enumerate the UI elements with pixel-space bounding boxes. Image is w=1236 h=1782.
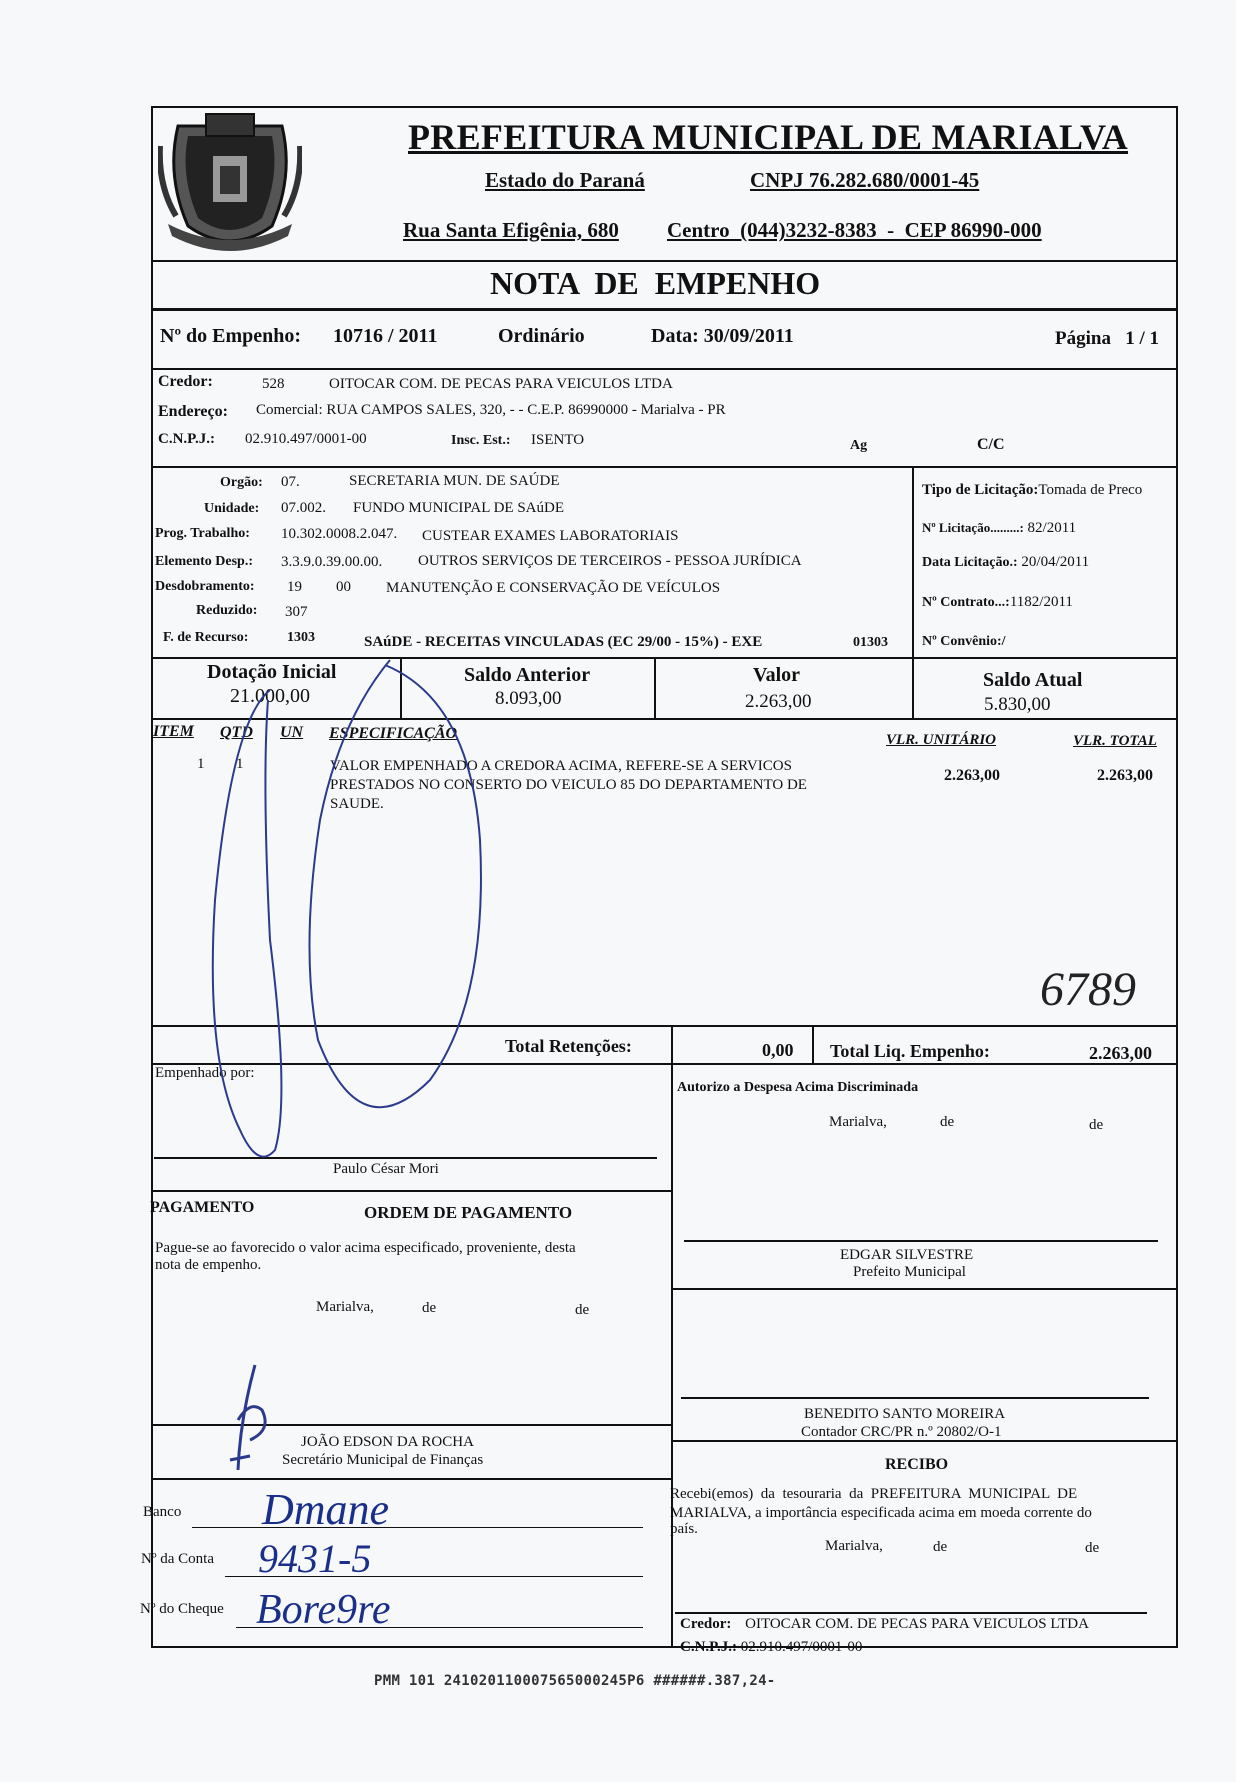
pagamento-text2: nota de empenho.: [155, 1257, 262, 1273]
unidade-code: 07.002.: [281, 500, 326, 516]
empenhado-name: Paulo César Mori: [333, 1161, 439, 1177]
col-espec: ESPECIFICAÇÃO: [329, 725, 458, 742]
recibo-title: RECIBO: [885, 1456, 949, 1473]
contador-role: Contador CRC/PR n.º 20802/O-1: [801, 1424, 1002, 1440]
recibo-de1: de: [933, 1539, 948, 1555]
licitacao-tipo-label: Tipo de Licitação:: [922, 482, 1039, 498]
divider: [400, 657, 402, 719]
prog-label: Prog. Trabalho:: [155, 526, 250, 541]
recibo-cnpj-label: C.N.P.J.:: [680, 1639, 737, 1655]
elemento-name: OUTROS SERVIÇOS DE TERCEIROS - PESSOA JURÍDICA: [418, 553, 802, 569]
retencoes-label: Total Retenções:: [505, 1036, 632, 1056]
signature-line: [151, 1424, 671, 1426]
divider: [812, 1025, 814, 1065]
pagamento-signer: JOÃO EDSON DA ROCHA: [301, 1434, 474, 1450]
licitacao-contrato: [922, 594, 1073, 611]
recibo-credor: [680, 1616, 1089, 1633]
empenho-page: Página 1 / 1: [1055, 328, 1159, 349]
col-total: VLR. TOTAL: [1073, 733, 1157, 749]
autorizo-city: Marialva,: [829, 1114, 887, 1130]
recibo-credor-value: OITOCAR COM. DE PECAS PARA VEICULOS LTDA: [745, 1616, 1089, 1632]
banco-field-line: [192, 1527, 643, 1528]
licitacao-data: [922, 554, 1089, 571]
credor-insc-label: Insc. Est.:: [451, 433, 511, 448]
signature-line: [675, 1612, 1147, 1614]
anterior-label: Saldo Anterior: [464, 664, 591, 686]
footer-code: PMM 101 241020110007565000245P6 ######.387,24-: [374, 1673, 776, 1689]
row-unit-value: 2.263,00: [944, 767, 1000, 784]
recibo-text1: Recebi(emos) da tesouraria da PREFEITURA MUNICIPAL DE: [670, 1486, 1078, 1502]
licitacao-tipo: [922, 482, 1142, 499]
credor-cc: C/C: [977, 436, 1005, 453]
col-unitario: VLR. UNITÁRIO: [886, 732, 997, 748]
licitacao-data-label: Data Licitação.:: [922, 555, 1018, 570]
empenho-type: Ordinário: [498, 325, 585, 347]
licitacao-num: [922, 520, 1076, 537]
valor-label: Valor: [753, 664, 801, 686]
recibo-city: Marialva,: [825, 1538, 883, 1554]
credor-cnpj: 02.910.497/0001-00: [245, 431, 367, 447]
pagamento-de2: de: [575, 1302, 590, 1318]
licitacao-data-value: 20/04/2011: [1021, 554, 1090, 570]
divider: [151, 657, 1178, 659]
credor-cnpj-label: C.N.P.J.:: [158, 431, 215, 447]
autorizo-de1: de: [940, 1114, 955, 1130]
credor-name: OITOCAR COM. DE PECAS PARA VEICULOS LTDA: [329, 376, 673, 392]
licitacao-num-label: Nº Licitação.........:: [922, 520, 1024, 535]
dotacao-label: Dotação Inicial: [207, 661, 337, 683]
pagamento-label: PAGAMENTO: [150, 1199, 255, 1216]
divider: [912, 466, 914, 719]
autorizo-label: Autorizo a Despesa Acima Discriminada: [677, 1080, 919, 1095]
licitacao-tipo-value: Tomada de Preco: [1038, 482, 1143, 498]
divider: [151, 1063, 1178, 1065]
row-desc-line3: SAUDE.: [330, 796, 384, 812]
recibo-de2: de: [1085, 1540, 1100, 1556]
licitacao-contrato-label: Nº Contrato...:: [922, 595, 1010, 610]
pagamento-de1: de: [422, 1300, 437, 1316]
divider: [151, 466, 1178, 468]
recibo-credor-label: Credor:: [680, 1616, 732, 1632]
row-desc-line1: VALOR EMPENHADO A CREDORA ACIMA, REFERE-SE A SERVICOS: [330, 758, 792, 774]
elemento-code: 3.3.9.0.39.00.00.: [281, 554, 383, 570]
pagamento-signer-role: Secretário Municipal de Finanças: [282, 1452, 484, 1468]
pagamento-city: Marialva,: [316, 1299, 374, 1315]
reduzido-label: Reduzido:: [196, 603, 258, 618]
ordem-pagamento-label: ORDEM DE PAGAMENTO: [364, 1203, 573, 1222]
handwritten-annotation: 6789: [1040, 963, 1136, 1016]
contador-signer: BENEDITO SANTO MOREIRA: [804, 1406, 1006, 1422]
licitacao-contrato-value: 1182/2011: [1009, 594, 1073, 610]
divider: [151, 1478, 671, 1480]
signature-line: [681, 1397, 1149, 1399]
autorizo-de2: de: [1089, 1117, 1104, 1133]
fonte-code2: 01303: [853, 635, 888, 650]
cheque-label: Nº do Cheque: [140, 1601, 224, 1617]
desdobramento-name: MANUTENÇÃO E CONSERVAÇÃO DE VEÍCULOS: [386, 580, 721, 596]
autorizo-signer: EDGAR SILVESTRE: [840, 1247, 974, 1263]
empenhado-label: Empenhado por:: [155, 1065, 255, 1081]
signature-line: [684, 1240, 1158, 1242]
unidade-label: Unidade:: [204, 501, 260, 516]
header-address-rest: Centro (044)3232-8383 - CEP 86990-000: [667, 218, 1042, 242]
divider: [151, 368, 1178, 370]
elemento-label: Elemento Desp.:: [155, 554, 253, 569]
recibo-cnpj-value: 02.910.497/0001-00: [740, 1639, 863, 1655]
empenho-date: Data: 30/09/2011: [651, 325, 794, 347]
liquido-label: Total Liq. Empenho:: [830, 1041, 990, 1061]
col-item: ITEM: [153, 723, 194, 740]
valor-value: 2.263,00: [745, 691, 812, 712]
divider: [673, 1288, 1178, 1290]
header-state: Estado do Paraná: [485, 168, 645, 192]
credor-ag: Ag: [850, 438, 868, 453]
recibo-text3: país.: [670, 1521, 698, 1537]
fonte-label: F. de Recurso:: [163, 630, 249, 645]
credor-code: 528: [262, 376, 285, 392]
cheque-handwritten: Bore9re: [256, 1587, 391, 1633]
row-qtd: 1: [236, 756, 244, 772]
dotacao-value: 21.000,00: [230, 685, 310, 707]
header-cnpj: CNPJ 76.282.680/0001-45: [750, 168, 980, 192]
municipal-crest-icon: [158, 106, 302, 256]
signature-line: [154, 1157, 657, 1159]
retencoes-value: 0,00: [762, 1040, 794, 1060]
row-item: 1: [197, 756, 205, 772]
fonte-code: 1303: [287, 630, 315, 645]
conta-label: Nº da Conta: [141, 1551, 214, 1567]
banco-handwritten: Dmane: [262, 1485, 390, 1534]
atual-label: Saldo Atual: [983, 669, 1083, 691]
header-address: Rua Santa Efigênia, 680: [403, 218, 619, 242]
licitacao-convenio: Nº Convênio:/: [922, 634, 1006, 649]
recibo-text2: MARIALVA, a importância especificada acima em moeda corrente do: [670, 1505, 1092, 1521]
desdobramento-label: Desdobramento:: [155, 579, 255, 594]
col-qtd: QTD: [220, 724, 253, 741]
fonte-name: SAúDE - RECEITAS VINCULADAS (EC 29/00 - 15%) - EXE: [364, 634, 763, 650]
divider: [151, 1025, 1178, 1027]
atual-value: 5.830,00: [984, 694, 1051, 715]
orgao-name: SECRETARIA MUN. DE SAÚDE: [349, 473, 560, 489]
desdobramento-code: 19: [287, 579, 302, 595]
empenho-number-label: Nº do Empenho:: [160, 325, 302, 347]
conta-handwritten: 9431-5: [258, 1536, 372, 1581]
orgao-code: 07.: [281, 474, 300, 490]
divider: [654, 657, 656, 719]
reduzido-value: 307: [285, 604, 308, 620]
credor-label: Credor:: [158, 373, 213, 390]
licitacao-num-value: 82/2011: [1027, 520, 1077, 536]
prog-code: 10.302.0008.2.047.: [281, 526, 398, 542]
prog-name: CUSTEAR EXAMES LABORATORIAIS: [422, 528, 679, 544]
row-desc-line2: PRESTADOS NO CONSERTO DO VEICULO 85 DO DEPARTAMENTO DE: [330, 777, 807, 793]
col-un: UN: [280, 724, 304, 741]
header-title: PREFEITURA MUNICIPAL DE MARIALVA: [408, 117, 1129, 157]
divider: [151, 1190, 671, 1192]
liquido-value: 2.263,00: [1089, 1043, 1152, 1063]
desdobramento-code2: 00: [336, 579, 351, 595]
orgao-label: Orgão:: [220, 475, 263, 490]
row-total-value: 2.263,00: [1097, 767, 1153, 784]
divider: [151, 718, 1178, 720]
unidade-name: FUNDO MUNICIPAL DE SAúDE: [353, 500, 564, 516]
divider: [671, 1025, 673, 1648]
divider: [151, 308, 1178, 311]
credor-insc: ISENTO: [531, 432, 585, 448]
banco-label: Banco: [143, 1504, 182, 1520]
doc-title: NOTA DE EMPENHO: [490, 265, 821, 301]
pagamento-text1: Pague-se ao favorecido o valor acima especificado, proveniente, desta: [155, 1240, 576, 1256]
autorizo-signer-role: Prefeito Municipal: [853, 1264, 966, 1280]
credor-address-label: Endereço:: [158, 403, 228, 420]
recibo-cnpj: [680, 1639, 862, 1656]
empenho-number: 10716 / 2011: [333, 325, 438, 347]
anterior-value: 8.093,00: [495, 688, 562, 709]
divider: [151, 260, 1178, 262]
credor-address: Comercial: RUA CAMPOS SALES, 320, - - C.E.P. 86990000 - Marialva - PR: [256, 402, 726, 418]
